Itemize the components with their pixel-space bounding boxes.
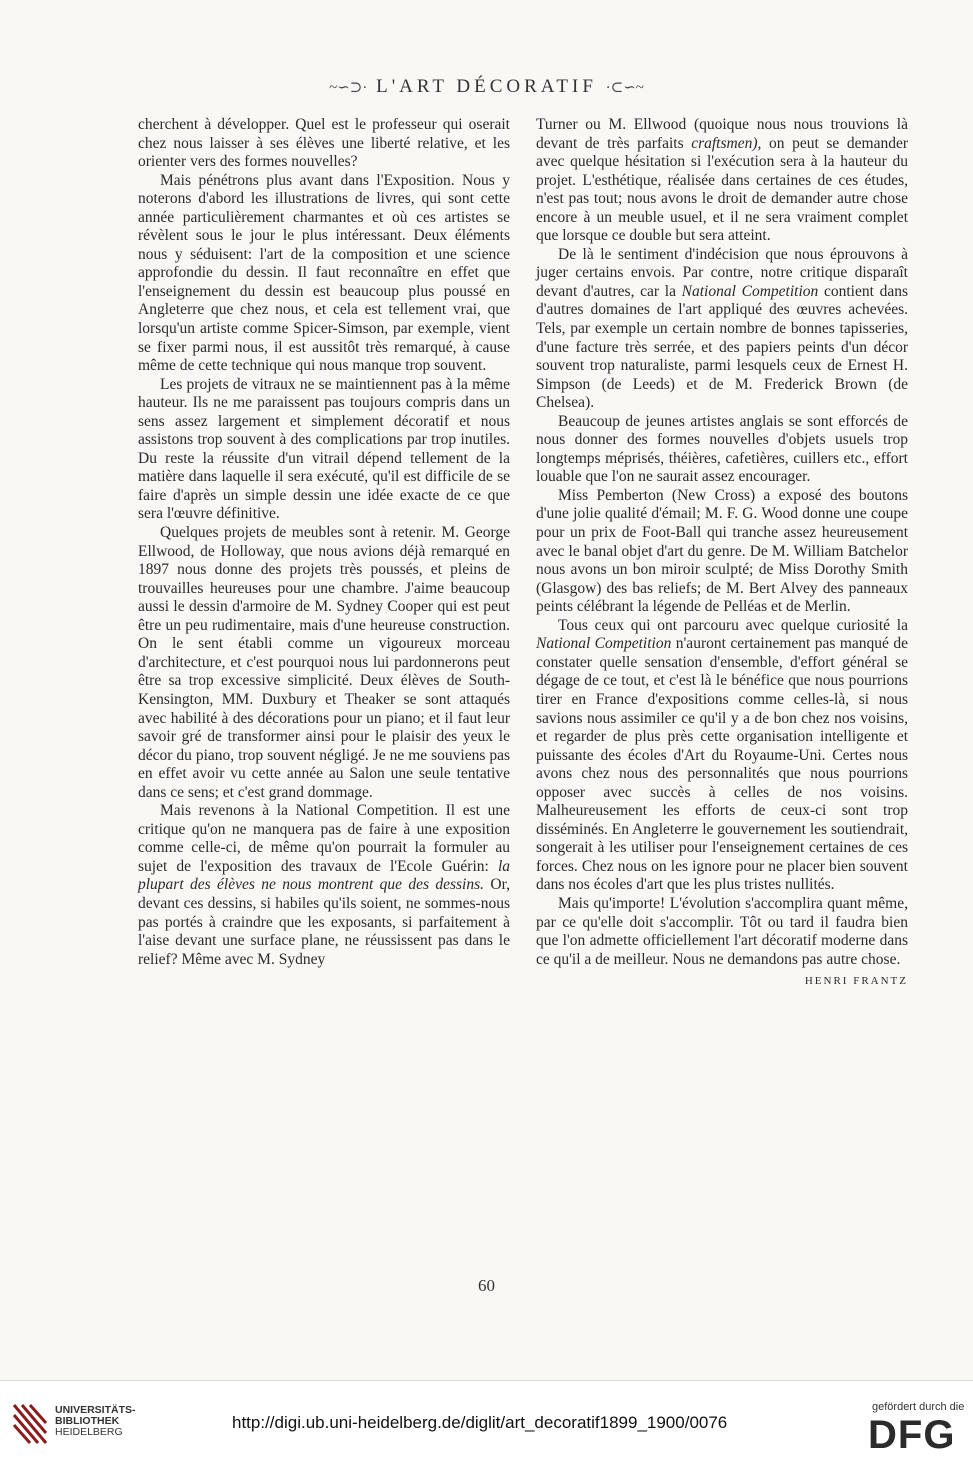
header-ornament-left: ~∽⊃· (329, 80, 368, 96)
paragraph (138, 802, 510, 969)
italic-text: National Competition (681, 282, 819, 300)
paragraph: cherchent à développer. Quel est le professeur qui oserait chez nous laisser à ses élèves une liberté relative, et les orienter vers des formes nouvelles? (138, 116, 510, 171)
paragraph: Mais pénétrons plus avant dans l'Exposition. Nous y noterons d'abord les illustrations de livres, qui sont cette année particulièrement charmantes et où ces artistes se révèlent sous le jour le plus intéressant. Deux éléments nous y séduisent: l'art de la composition et une science approfondie du dessin. Il faut reconnaître en effet que l'enseignement du dessin est beaucoup plus poussé en Angleterre que chez nous, et cela est tellement vrai, que lorsqu'un artiste comme Spicer-Simson, par exemple, vient se fixer parmi nous, il est aussitôt très remarqué, à cause même de cette technique qui nous manque trop souvent. (138, 171, 510, 375)
paragraph: Miss Pemberton (New Cross) a exposé des boutons d'une jolie qualité d'émail; M. F. G. Wood donne une coupe pour un prix de Foot-Ball qui tranche assez heureusement avec le banal objet d'art du genre. De M. William Batchelor nous avons un bon miroir sculpté; de Miss Dorothy Smith (Glasgow) des bas reliefs; de M. Bert Alvey des panneaux peints célébrant la légende de Pelléas et de Merlin. (536, 486, 908, 616)
italic-text: la plupart des élèves ne nous montrent que des dessins. (138, 857, 510, 894)
text-run: Turner ou M. Ellwood (quoique nous nous trouvions là devant de très parfaits (536, 116, 908, 152)
text-run: Mais qu'importe! L'évolution s'accomplira quant même, par ce qu'elle doit s'accomplir. Tôt ou tard il faudra bien que l'on admette officiellement l'art décoratif moderne dans ce qu'il a de meilleur. Nous ne demandons pas autre chose. (536, 894, 908, 968)
author-signature: HENRI FRANTZ (804, 975, 908, 988)
right-column (536, 116, 908, 991)
library-name-line: UNIVERSITÄTS- (55, 1404, 136, 1416)
italic-text: National Competition (536, 635, 672, 653)
dfg-logo: DFG (868, 1413, 956, 1457)
paragraph (536, 116, 908, 246)
paragraph: Beaucoup de jeunes artistes anglais se sont efforcés de nous donner des formes nouvelles d'objets usuels trop longtemps méprisés, théières, cafetières, cuillers etc., effort louable que l'on ne saurait assez encourager. (536, 412, 908, 486)
header-ornament-right: ·⊂∽~ (605, 80, 644, 96)
library-name-line: BIBLIOTHEK (55, 1415, 120, 1427)
text-run: n'auront certainement pas manqué de constater quelle sensation d'ensemble, d'effort général se dégage de ce tout, et c'est là le bénéfice que nous pourrions tirer en France d'expositions comme celles-là, si nous savions nous assimiler ce qu'il y a de bon chez nos voisins, et regarder de plus près cette organisation intelligente et puissante des écoles d'Art du Royaume-Uni. Certes nous avons chez nous des personnalités que nous pourrions opposer avec succès à celles de nos voisins. Malheureusement les efforts de ceux-ci sont trop disséminés. En Angleterre le gouvernement les soutiendrait, songerait à les utiliser pour l'enseignement certaines de ces forces. Chez nous on les ignore pour ne placer bien souvent dans nos écoles d'art que les plus tristes nullités. (536, 635, 908, 894)
source-url-link[interactable]: http://digi.ub.uni-heidelberg.de/diglit/art_decoratif1899_1900/0076 (232, 1413, 728, 1432)
text-run: Tous ceux qui ont parcouru avec quelque curiosité la (558, 616, 908, 634)
university-library-logo-icon (10, 1401, 50, 1447)
paragraph: Les projets de vitraux ne se maintiennent pas à la même hauteur. Ils ne me paraissent pas toujours compris dans un sens assez largement et simplement décoratif et nous assistons trop souvent à des complications par trop inutiles. Du reste la réussite d'un vitrail dépend tellement de la matière dans laquelle il sera exécuté, qu'il est difficile de se faire d'après un simple dessin une idée exacte de ce que sera l'œuvre définitive. (138, 375, 510, 523)
page-number: 60 (478, 1276, 495, 1295)
paragraph: Quelques projets de meubles sont à retenir. M. George Ellwood, de Holloway, que nous avions déjà remarqué en 1897 nous donne des projets très poussés, et pleins de trouvailles heureuses pour une chambre. J'aime beaucoup aussi le dessin d'armoire de M. Sydney Cooper qui est peut être un peu rudimentaire, mais d'une heureuse construction. On le sent établi comme un vigoureux morceau d'architecture, et c'est pourquoi nous lui pardonnerons peut être sa trop excessive simplicité. Deux élèves de South-Kensington, MM. Duxbury et Theaker se sont attaqués avec habilité à des décorations pour un piano; et il faut leur savoir gré de transformer ainsi pour le plaisir des yeux le décor du piano, trop souvent négligé. Je ne me souviens pas en effet avoir vu cette année au Salon une seule tentative dans ce sens; et c'est grand dommage. (138, 524, 510, 801)
library-name (55, 1405, 136, 1438)
italic-text: craftsmen), (691, 134, 762, 152)
running-header (0, 76, 973, 98)
paragraph (536, 246, 908, 413)
left-column (138, 116, 510, 969)
header-title: L'ART DÉCORATIF (376, 76, 597, 97)
text-run: Mais revenons à la National Competition. Il est une critique qu'on ne manquera pas de faire à une exposition comme celle-ci, de même qu'on pourrait la formuler au sujet de l'exposition des travaux de l'Ecole Guérin: (138, 802, 510, 875)
text-run: De là le sentiment d'indécision que nous éprouvons à juger certains envois. Par contre, notre critique disparaît devant d'autres, car la (536, 245, 908, 300)
text-run: Or, devant ces dessins, si habiles qu'ils soient, ne sommes-nous pas portés à craindre que les exposants, si parfaitement à l'aise devant une surface plane, ne réussissent pas dans le relief? Même avec M. Sydney (138, 876, 510, 968)
paragraph (536, 894, 908, 988)
text-run: on peut se demander avec quelque hésitation si l'exécution sera à la hauteur du projet. L'esthétique, réalisée dans certaines de ces études, n'est pas tout; nous avons le droit de demander autre chose encore à un meuble usuel, et il ne sera vraiment complet que lorsque ce double but sera atteint. (536, 134, 909, 245)
text-run: contient dans d'autres domaines de l'art appliqué des œuvres achevées. Tels, par exemple un certain nombre de bonnes tapisseries, d'une facture très serrée, et des papiers peints d'un décor souvent trop naturaliste, parmi lesquels ceux de Ernest H. Simpson (de Leeds) et de M. Frederick Brown (de Chelsea). (536, 282, 908, 412)
funding-note: gefördert durch die (872, 1401, 965, 1413)
paragraph (536, 617, 908, 895)
digitization-footer (0, 1380, 973, 1464)
library-name-line: HEIDELBERG (55, 1426, 123, 1438)
